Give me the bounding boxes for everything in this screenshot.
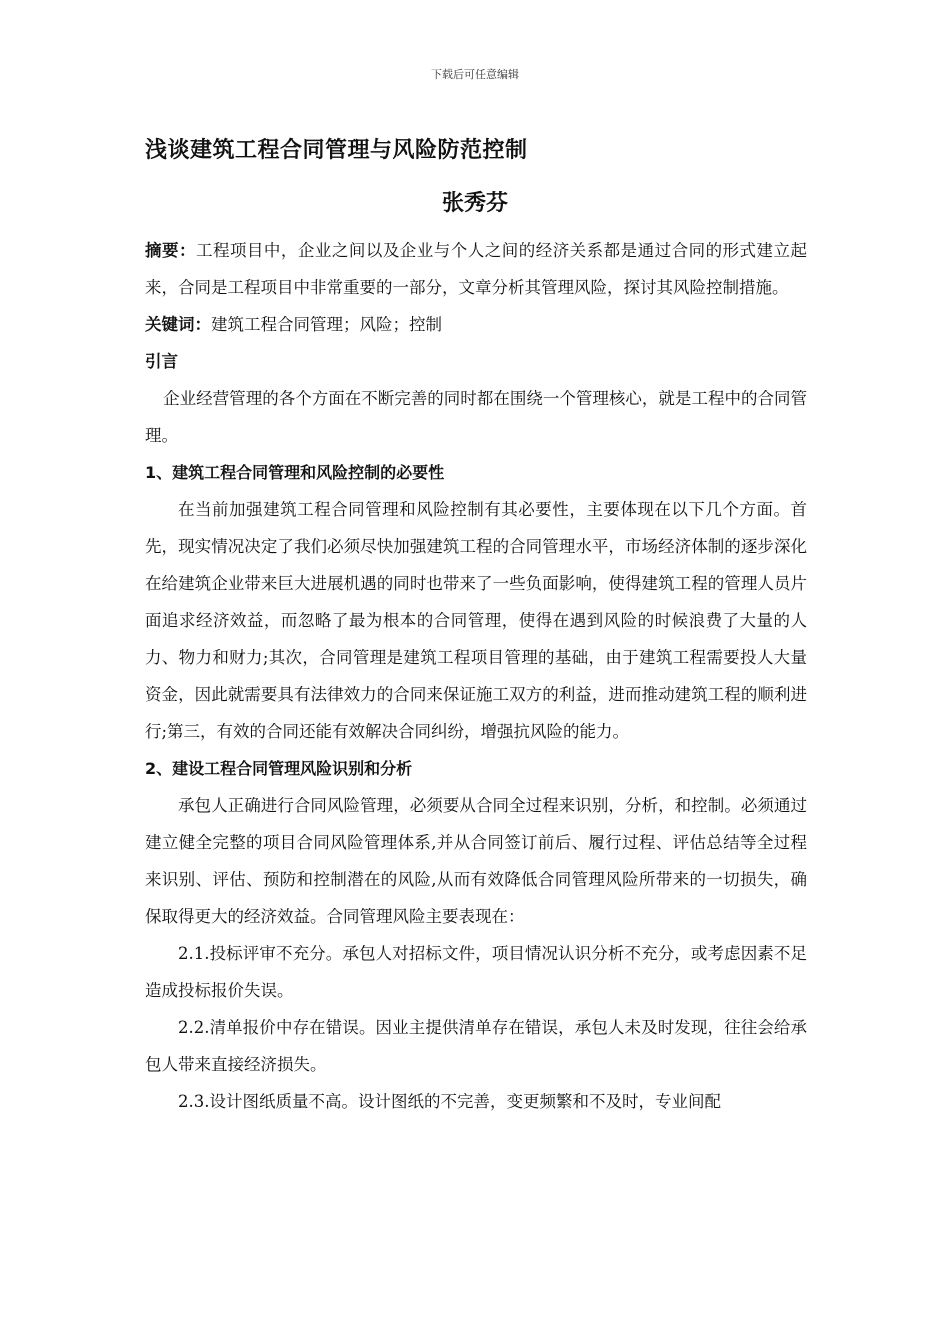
section-2-item-1: 2.1.投标评审不充分。承包人对招标文件，项目情况认识分析不充分，或考虑因素不足造成投标报价失误。 (145, 944, 807, 1000)
intro-heading: 引言 (145, 352, 178, 371)
author-name: 张秀芬 (441, 191, 508, 216)
abstract-label: 摘要： (145, 241, 196, 260)
section-2-item-3: 2.3.设计图纸质量不高。设计图纸的不完善，变更频繁和不及时，专业间配 (178, 1092, 721, 1111)
section-1-heading: 1、建筑工程合同管理和风险控制的必要性 (145, 463, 445, 482)
keywords-label: 关键词： (145, 315, 211, 334)
section-1-paragraph: 在当前加强建筑工程合同管理和风险控制有其必要性，主要体现在以下几个方面。首先，现实情况决定了我们必须尽快加强建筑工程的合同管理水平，市场经济体制的逐步深化在给建筑企业带来巨大进展机遇的同时也带来了一些负面影响，使得建筑工程的管理人员片面追求经济效益，而忽略了最为根本的合同管理，使得在遇到风险的时候浪费了大量的人力、物力和财力;其次，合同管理是建筑工程项目管理的基础，由于建筑工程需要投人大量资金，因此就需要具有法律效力的合同来保证施工双方的利益，进而推动建筑工程的顺利进行;第三，有效的合同还能有效解决合同纠纷，增强抗风险的能力。 (145, 500, 807, 741)
keywords-text: 建筑工程合同管理；风险；控制 (211, 315, 442, 334)
keywords-paragraph (145, 306, 807, 343)
page-header: 下载后可任意编辑 (431, 68, 519, 81)
document-title: 浅谈建筑工程合同管理与风险防范控制 (145, 138, 528, 163)
section-2-paragraph: 承包人正确进行合同风险管理，必须要从合同全过程来识别，分析，和控制。必须通过建立健全完整的项目合同风险管理体系,并从合同签订前后、履行过程、评估总结等全过程来识别、评估、预防和控制潜在的风险,从而有效降低合同管理风险所带来的一切损失，确保取得更大的经济效益。合同管理风险主要表现在： (145, 796, 807, 926)
document-body (145, 232, 807, 1120)
section-2-heading: 2、建设工程合同管理风险识别和分析 (145, 759, 413, 778)
section-2-item-2: 2.2.清单报价中存在错误。因业主提供清单存在错误，承包人未及时发现，往往会给承包人带来直接经济损失。 (145, 1018, 807, 1074)
intro-paragraph: 企业经营管理的各个方面在不断完善的同时都在围绕一个管理核心，就是工程中的合同管理。 (145, 389, 807, 445)
abstract-text: 工程项目中，企业之间以及企业与个人之间的经济关系都是通过合同的形式建立起来，合同是工程项目中非常重要的一部分，文章分析其管理风险，探讨其风险控制措施。 (145, 241, 808, 297)
abstract-paragraph (145, 232, 807, 306)
